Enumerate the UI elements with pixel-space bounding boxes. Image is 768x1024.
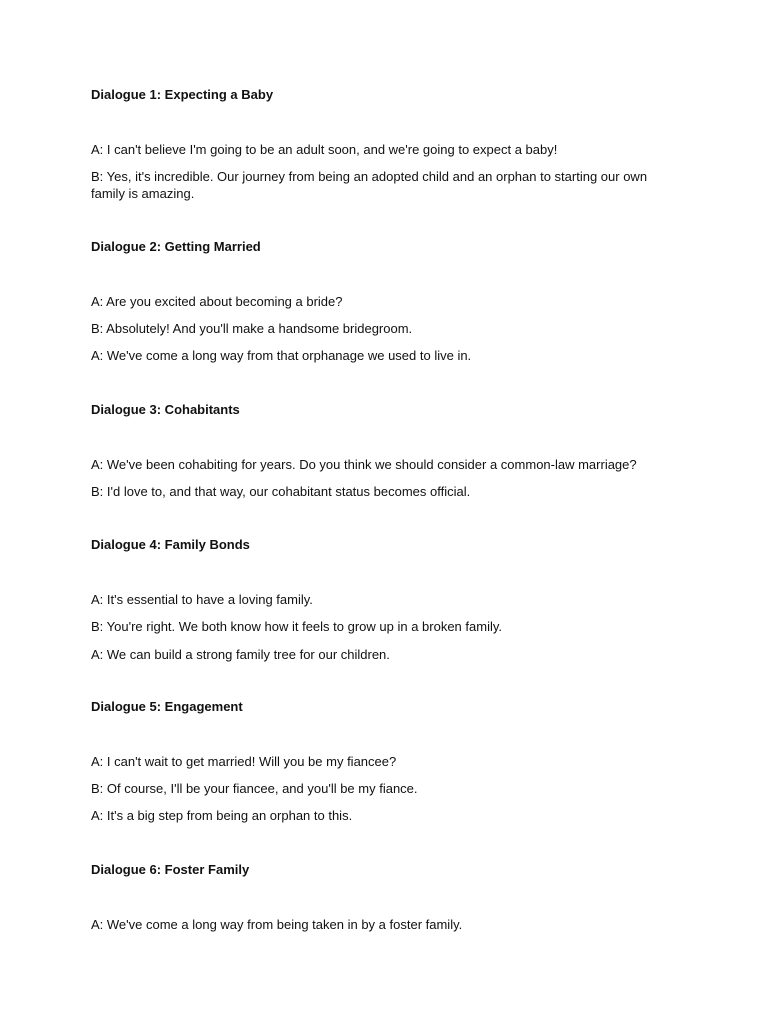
dialogue-6-line-1: A: We've come a long way from being taken in by a foster family. <box>91 917 463 932</box>
dialogue-4-line-1: A: It's essential to have a loving family. <box>91 592 313 607</box>
dialogue-3-heading: Dialogue 3: Cohabitants <box>91 402 240 417</box>
dialogue-1-line-1: A: I can't believe I'm going to be an adult soon, and we're going to expect a baby! <box>91 142 558 157</box>
dialogue-6-heading: Dialogue 6: Foster Family <box>91 862 250 877</box>
dialogue-3-line-2: B: I'd love to, and that way, our cohabitant status becomes official. <box>91 484 471 499</box>
dialogue-3-line-1: A: We've been cohabiting for years. Do you think we should consider a common-law marriage? <box>91 457 637 472</box>
dialogue-5-heading: Dialogue 5: Engagement <box>91 699 243 714</box>
dialogue-5-line-1: A: I can't wait to get married! Will you be my fiancee? <box>91 754 397 769</box>
dialogue-2-line-1: A: Are you excited about becoming a bride? <box>91 294 343 309</box>
dialogue-5-line-3: A: It's a big step from being an orphan to this. <box>91 808 353 823</box>
dialogue-2-heading: Dialogue 2: Getting Married <box>91 239 261 254</box>
dialogue-4-line-2: B: You're right. We both know how it feels to grow up in a broken family. <box>91 619 502 634</box>
dialogue-5-line-2: B: Of course, I'll be your fiancee, and you'll be my fiance. <box>91 781 418 796</box>
dialogue-2-line-3: A: We've come a long way from that orphanage we used to live in. <box>91 348 472 363</box>
dialogue-4-line-3: A: We can build a strong family tree for our children. <box>91 647 390 662</box>
dialogue-2-line-2: B: Absolutely! And you'll make a handsome bridegroom. <box>91 321 413 336</box>
dialogue-1-line-2: B: Yes, it's incredible. Our journey from being an adopted child and an orphan to starting our own family is amazing. <box>91 169 648 201</box>
dialogue-1-heading: Dialogue 1: Expecting a Baby <box>91 87 274 102</box>
dialogue-4-heading: Dialogue 4: Family Bonds <box>91 537 250 552</box>
